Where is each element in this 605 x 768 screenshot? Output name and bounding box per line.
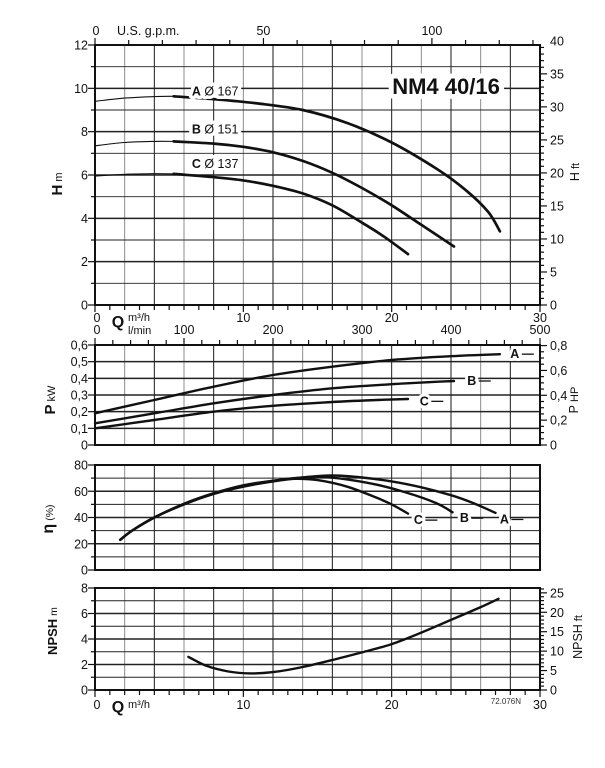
npsh-m3h-tick: 10 [236,698,251,712]
head-yright-tick: 15 [550,199,564,214]
head-yright-tick: 0 [550,298,557,313]
npsh-chart [81,582,564,713]
npsh-yleft-tick: 4 [81,632,88,647]
head-curve-a-thin [95,96,174,101]
power-yleft-tick: 0,4 [70,371,88,386]
power-yleft-tick: 0 [81,438,88,453]
head-curve-label-b: B Ø 151 [191,122,239,137]
npsh-yright-tick: 15 [550,625,564,640]
power-yleft-tick: 0,5 [70,355,88,370]
head-yright-tick: 25 [550,133,564,148]
npsh-yleft-tick: 8 [81,581,88,596]
npsh-m3h-tick: 20 [384,698,399,712]
efficiency-curve-label-c: C [413,513,423,528]
gpm-axis-label: U.S. g.p.m. [117,24,180,38]
pump-model-title: NM4 40/16 [392,74,500,99]
efficiency-yleft-tick: 0 [81,563,88,578]
head-yright-axis-label: Hft [568,162,582,182]
efficiency-chart [74,459,540,578]
efficiency-yleft-axis-label: η(%) [40,504,57,534]
power-yright-tick: 0 [550,438,557,453]
head-m3h-tick: 0 [93,311,101,325]
efficiency-yleft-tick: 60 [74,484,88,499]
lmin-tick: 400 [440,323,462,337]
npsh-yright-tick: 10 [550,644,564,659]
npsh-yright-axis-label: NPSHft [571,615,585,659]
lmin-tick: 300 [351,323,373,337]
efficiency-yleft-tick: 20 [74,537,88,552]
efficiency-curve-label-a: A [499,512,509,527]
power-yleft-tick: 0,6 [70,338,88,353]
npsh-yright-tick: 5 [550,664,557,679]
head-yright-tick: 30 [550,100,564,115]
flow-unit-lmin: l/min [128,325,152,337]
head-yleft-tick: 2 [81,255,88,270]
lmin-tick: 100 [173,323,195,337]
npsh-curve-npsh [188,599,498,674]
power-yright-tick: 0,2 [550,413,568,428]
power-curve-label-b: B [467,374,477,388]
power-curve-label-c: C [419,394,429,409]
power-yright-axis-label: PHP [567,386,581,414]
chart-render-layer [40,24,585,712]
drawing-code: 72.076N [490,697,521,706]
head-yleft-axis-label: Hm [49,172,66,196]
npsh-m3h-tick: 0 [93,698,101,712]
head-yright-tick: 5 [550,265,557,280]
head-m3h-tick: 10 [236,311,251,325]
head-curve-label-c: C Ø 137 [191,157,239,172]
power-chart [71,323,568,453]
head-yleft-tick: 10 [74,81,88,96]
lmin-tick: 0 [93,323,101,337]
flow-axis-symbol-top: Q [111,314,125,331]
npsh-yright-tick: 25 [550,586,564,601]
npsh-yleft-tick: 0 [81,683,88,698]
efficiency-yleft-tick: 80 [74,458,88,473]
power-yleft-tick: 0,2 [70,405,88,420]
head-curve-c [174,174,408,254]
head-yleft-tick: 12 [74,38,88,53]
npsh-yleft-tick: 6 [81,607,88,621]
power-yleft-tick: 0,3 [70,388,88,403]
power-yright-tick: 0,6 [550,363,568,378]
npsh-m3h-tick: 30 [533,698,547,712]
npsh-yright-tick: 0 [550,683,557,698]
power-curve-label-a: A [510,347,520,362]
power-yleft-tick: 0,1 [70,421,88,436]
efficiency-curve-label-b: B [459,511,469,526]
flow-unit-m3h-bottom: m³/h [128,699,150,711]
flow-unit-m3h-top: m³/h [128,312,150,324]
npsh-yleft-axis-label: NPSHm [45,607,60,655]
power-yright-tick: 0,4 [550,388,568,403]
head-yleft-tick: 4 [81,211,88,226]
head-m3h-tick: 30 [533,311,547,325]
head-yleft-tick: 8 [81,125,88,140]
head-yright-tick: 10 [550,232,564,247]
head-yright-tick: 20 [550,166,564,181]
head-m3h-tick: 20 [384,311,399,325]
lmin-tick: 200 [262,323,284,337]
power-yleft-axis-label: PkW [42,385,59,415]
head-yright-tick: 35 [550,67,564,82]
lmin-tick: 500 [529,323,551,337]
head-chart [74,24,564,325]
gpm-tick: 50 [256,24,271,38]
head-yright-tick: 40 [550,34,564,49]
head-curve-b-thin [95,141,174,145]
flow-axis-symbol-bottom: Q [111,699,125,716]
head-yleft-tick: 0 [81,298,88,313]
gpm-tick: 100 [421,24,443,38]
power-yright-tick: 0,8 [550,339,568,354]
head-curve-label-a: A Ø 167 [191,84,239,99]
npsh-yright-tick: 20 [550,605,564,620]
head-yleft-tick: 6 [81,168,88,183]
gpm-tick: 0 [92,24,100,38]
npsh-yleft-tick: 2 [81,658,88,672]
efficiency-yleft-tick: 40 [74,511,88,525]
